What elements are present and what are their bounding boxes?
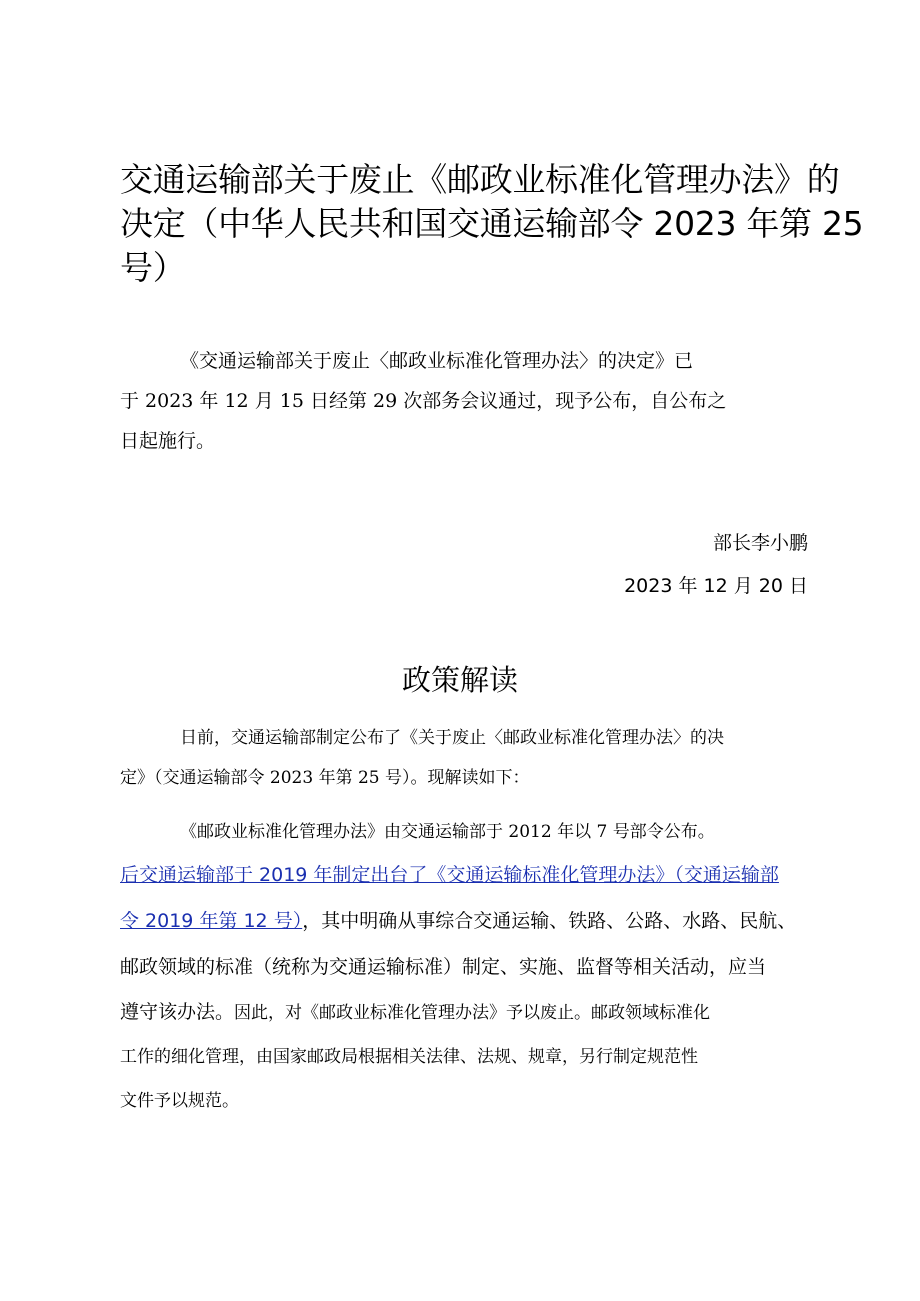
- para-line: 文件予以规范。: [120, 1091, 239, 1111]
- intro-line: 于 2023 年 12 月 15 日经第 29 次部务会议通过，现予公布，自公布之: [120, 390, 727, 412]
- interpretation-paragraph-1: [120, 718, 820, 798]
- para-text: 遵守该办法。: [120, 1001, 235, 1023]
- para-text: ，其中明确从事综合交通运输、铁路、公路、水路、民航、: [302, 910, 797, 932]
- para-line: [120, 990, 820, 1035]
- title-line: 交通运输部关于废止《邮政业标准化管理办法》的: [120, 160, 840, 199]
- signature-date: 2023 年 12 月 20 日: [624, 575, 808, 597]
- para-line: 定》（交通运输部令 2023 年第 25 号）。现解读如下：: [120, 768, 530, 788]
- interpretation-paragraph-2: [120, 812, 820, 1123]
- intro-line: 《交通运输部关于废止〈邮政业标准化管理办法〉的决定》已: [180, 350, 694, 372]
- para-line: 《邮政业标准化管理办法》由交通运输部于 2012 年以 7 号部令公布。: [180, 822, 715, 842]
- para-text: 因此，对《邮政业标准化管理办法》予以废止。邮政领域标准化: [234, 1003, 711, 1023]
- intro-paragraph: [120, 341, 820, 461]
- signature-minister: 部长李小鹏: [712, 532, 808, 554]
- title-line: 号）: [120, 248, 186, 287]
- intro-line: 日起施行。: [120, 430, 216, 452]
- title-line: 决定（中华人民共和国交通运输部令 2023 年第 25: [120, 204, 864, 243]
- para-line: 日前，交通运输部制定公布了《关于废止〈邮政业标准化管理办法〉的决: [180, 728, 724, 748]
- document-title: [120, 158, 864, 290]
- regulation-link-continued[interactable]: 令 2019 年第 12 号）: [120, 910, 303, 932]
- para-line: 工作的细化管理，由国家邮政局根据相关法律、法规、规章，另行制定规范性: [120, 1047, 698, 1067]
- para-line: 邮政领域的标准（统称为交通运输标准）制定、实施、监督等相关活动，应当: [120, 956, 767, 978]
- interpretation-heading: 政策解读: [401, 663, 518, 697]
- para-line: [120, 852, 820, 898]
- para-line: [120, 898, 820, 944]
- regulation-link[interactable]: 后交通运输部于 2019 年制定出台了《交通运输标准化管理办法》（交通运输部: [120, 864, 779, 886]
